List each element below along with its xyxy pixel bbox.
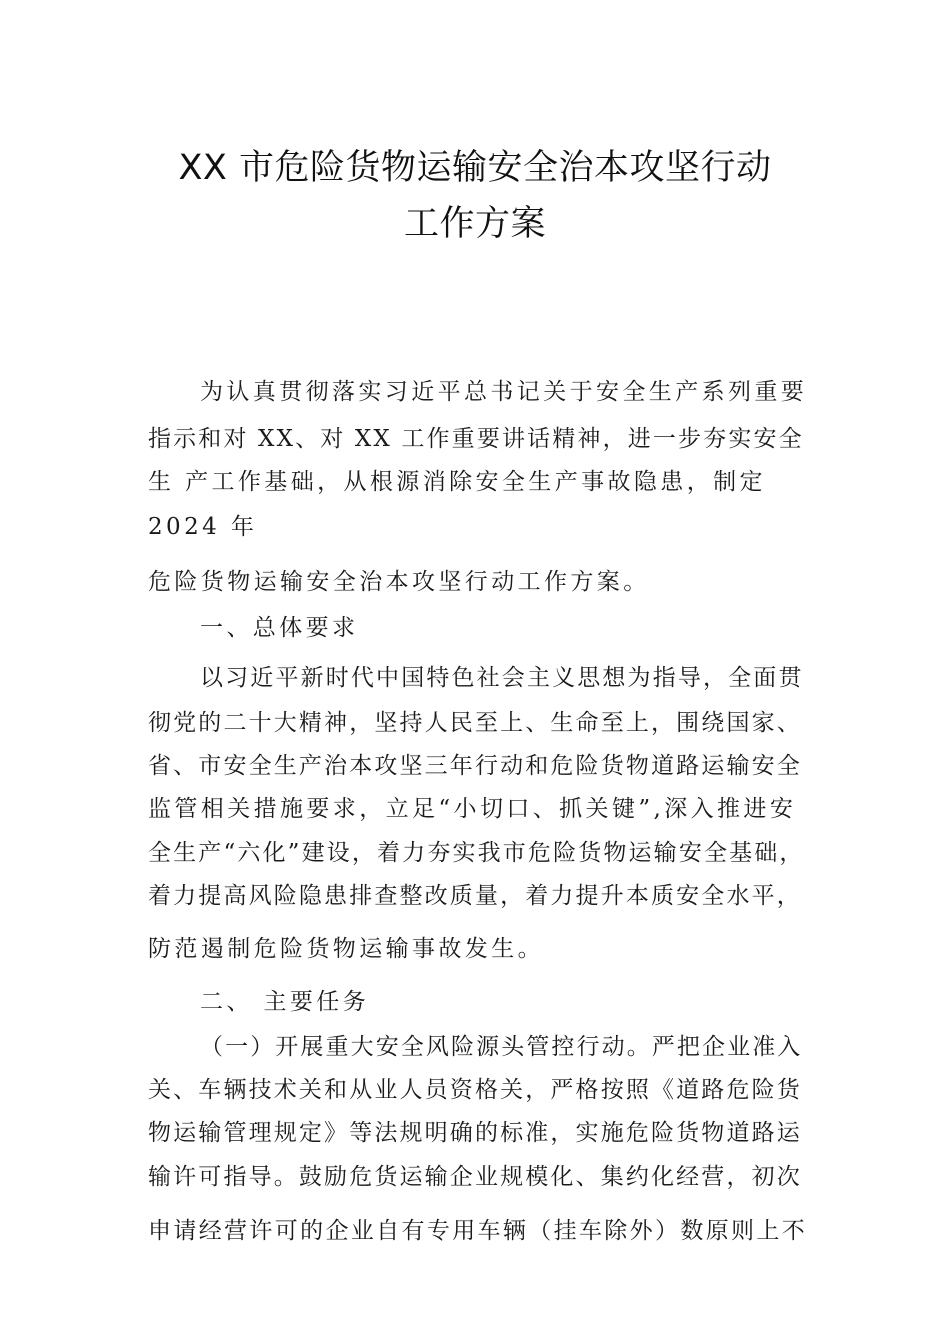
paragraph-line: 全生产“六化”建设，着力夯实我市危险货物运输安全基础， <box>148 840 805 866</box>
paragraph-line: 以习近平新时代中国特色社会主义思想为指导，全面贯 <box>200 665 804 691</box>
paragraph-line: 彻党的二十大精神，坚持人民至上、生命至上，围绕国家、 <box>148 710 802 736</box>
paragraph-line: 省、市安全生产治本攻坚三年行动和危险货物道路运输安全 <box>148 753 802 779</box>
paragraph-line: 2024 年 <box>148 514 258 540</box>
paragraph-line: 关、车辆技术关和从业人员资格关，严格按照《道路危险货 <box>148 1077 802 1103</box>
paragraph-line: 申请经营许可的企业自有专用车辆（挂车除外）数原则上不 <box>148 1218 808 1244</box>
paragraph-line: 着力提高风险隐患排查整改质量，着力提升本质安全水平， <box>148 883 802 909</box>
paragraph-line: （一）开展重大安全风险源头管控行动。严把企业准入 <box>200 1034 803 1060</box>
paragraph-line: 为认真贯彻落实习近平总书记关于安全生产系列重要 <box>200 379 808 405</box>
paragraph-line: 输许可指导。鼓励危货运输企业规模化、集约化经营，初次 <box>148 1164 802 1190</box>
section-heading: 二、 主要任务 <box>200 989 370 1015</box>
paragraph-line: 监管相关措施要求，立足“小切口、抓关键”,深入推进安 <box>148 796 797 822</box>
document-title-line-1: XX 市危险货物运输安全治本攻坚行动 <box>178 148 772 188</box>
paragraph-line: 生 产工作基础，从根源消除安全生产事故隐患，制定 <box>148 469 766 495</box>
document-title-line-2: 工作方案 <box>403 204 546 244</box>
paragraph-line: 指示和对 XX、对 XX 工作重要讲话精神，进一步夯实安全 <box>148 426 804 452</box>
paragraph-line: 危险货物运输安全治本攻坚行动工作方案。 <box>148 569 650 595</box>
section-heading: 一、总体要求 <box>200 615 359 641</box>
paragraph-line: 防范遏制危险货物运输事故发生。 <box>148 936 544 962</box>
paragraph-line: 物运输管理规定》等法规明确的标准，实施危险货物道路运 <box>148 1120 802 1146</box>
